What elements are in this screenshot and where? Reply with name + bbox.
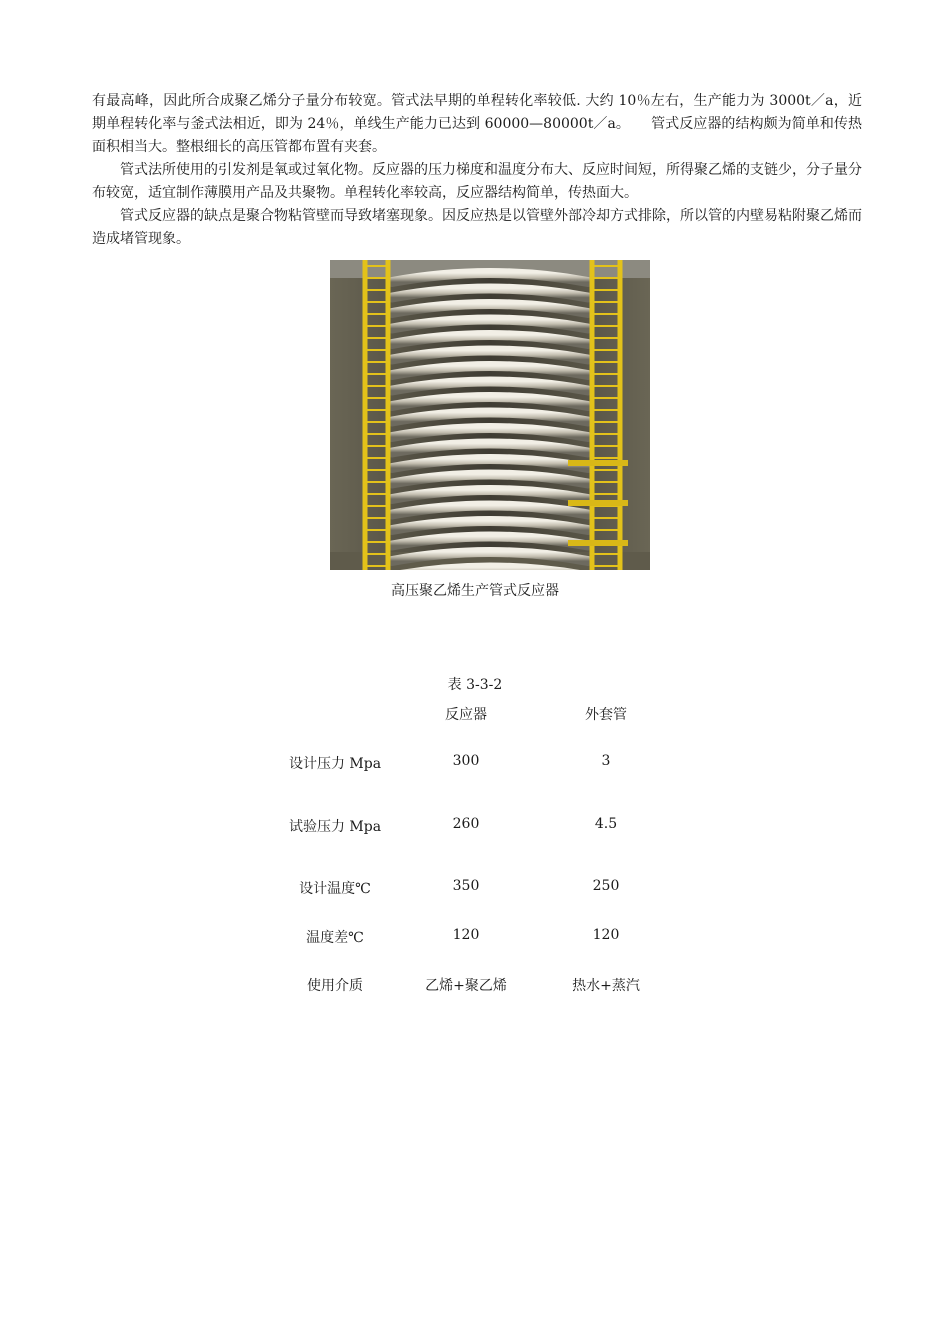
- paragraph-1: 有最高峰，因此所合成聚乙烯分子量分布较宽。管式法早期的单程转化率较低. 大约 10％左右，生产能力为 3000t／a，近期单程转化率与釜式法相近，即为 24％，单线生产能力已达到 60000—80000t／a。 管式反应器的结构颇为简单和传热面积相当大。整根细长的高压管都布置有夹套。: [92, 93, 862, 155]
- table-row-label: 设计温度℃: [299, 881, 371, 897]
- figure-caption: 高压聚乙烯生产管式反应器: [391, 583, 559, 599]
- table-header-reactor: 反应器: [445, 707, 487, 723]
- table-cell: 260: [452, 816, 480, 832]
- table-row-label: 设计压力 Mpa: [288, 756, 382, 772]
- table-cell: 热水+蒸汽: [572, 978, 640, 994]
- table-cell: 350: [452, 878, 480, 894]
- table-cell: 3: [601, 753, 611, 769]
- table-row-label: 试验压力 Mpa: [288, 819, 382, 835]
- paragraph-3: 管式反应器的缺点是聚合物粘管壁而导致堵塞现象。因反应热是以管壁外部冷却方式排除，所以管的内壁易粘附聚乙烯而造成堵管现象。: [92, 208, 862, 247]
- table-row-label: 使用介质: [307, 978, 363, 994]
- reactor-photo: [330, 260, 650, 570]
- table-cell: 120: [592, 927, 620, 943]
- body-text: [92, 90, 862, 251]
- table-cell: 250: [592, 878, 620, 894]
- table-cell: 300: [452, 753, 480, 769]
- reactor-photo-illustration: [330, 260, 650, 570]
- paragraph-2: 管式法所使用的引发剂是氧或过氧化物。反应器的压力梯度和温度分布大、反应时间短，所得聚乙烯的支链少，分子量分布较宽，适宜制作薄膜用产品及共聚物。单程转化率较高，反应器结构简单，传热面大。: [92, 162, 862, 201]
- table-cell: 4.5: [594, 816, 618, 832]
- table-cell: 乙烯+聚乙烯: [425, 978, 507, 994]
- table-header-jacket: 外套管: [585, 707, 627, 723]
- table-cell: 120: [452, 927, 480, 943]
- reactor-coil: [392, 568, 588, 571]
- table-title: 表 3-3-2: [447, 677, 503, 693]
- table-row-label: 温度差℃: [306, 930, 364, 946]
